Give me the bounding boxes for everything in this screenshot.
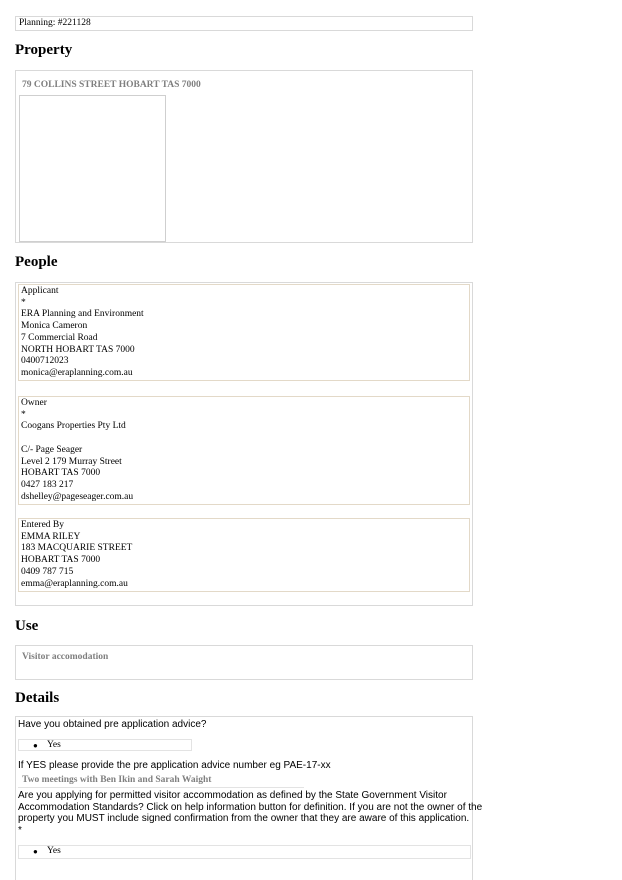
entered-by-email: emma@eraplanning.com.au [21,578,128,589]
applicant-role: Applicant [21,286,59,296]
owner-company: Coogans Properties Pty Ltd [21,421,126,432]
owner-required-marker: * [21,409,26,420]
section-heading-details: Details [15,690,60,706]
owner-blank-line [21,433,467,445]
planning-reference-text: Planning: #221128 [19,18,91,28]
question-visitor-accommodation-line-3: property you MUST include signed confirmation from the owner that they are aware of this application. [18,813,470,825]
entered-by-suburb: HOBART TAS 7000 [21,555,101,566]
question-advice-number: If YES please provide the pre application advice number eg PAE-17-xx [18,760,331,771]
applicant-email: monica@eraplanning.com.au [21,367,133,378]
owner-street: Level 2 179 Murray Street [21,456,122,467]
bullet-icon: ● [33,847,38,856]
applicant-required-marker: * [21,297,26,308]
advice-number-field[interactable] [18,774,304,788]
owner-phone: 0427 183 217 [21,479,74,490]
planning-reference [15,16,473,31]
property-address: 79 COLLINS STREET HOBART TAS 7000 [22,80,201,90]
applicant-phone: 0400712023 [21,356,69,367]
section-heading-use: Use [15,618,39,634]
question-visitor-accommodation [18,790,482,837]
section-heading-property: Property [15,42,73,58]
applicant-company: ERA Planning and Environment [21,309,144,320]
applicant-suburb: NORTH HOBART TAS 7000 [21,344,135,355]
use-value: Visitor accomodation [22,652,109,662]
applicant-street: 7 Commercial Road [21,332,98,343]
question-pre-application-advice: Have you obtained pre application advice? [18,719,207,730]
visitor-accommodation-answer[interactable] [18,845,471,859]
pre-application-advice-answer[interactable] [18,739,192,751]
visitor-accommodation-answer-label: Yes [47,846,61,856]
entered-by-role: Entered By [21,520,65,530]
pre-application-advice-answer-label: Yes [47,740,61,750]
owner-role: Owner [21,398,47,408]
advice-number-value: Two meetings with Ben Ikin and Sarah Waight [22,775,212,785]
property-map-image [19,95,166,242]
property-panel [15,70,473,243]
owner-suburb: HOBART TAS 7000 [21,468,101,479]
entered-by-street: 183 MACQUARIE STREET [21,543,133,554]
entered-by-name: EMMA RILEY [21,531,81,542]
entered-by-phone: 0409 787 715 [21,566,74,577]
use-panel [15,645,473,680]
section-heading-people: People [15,254,58,270]
owner-card [18,396,470,505]
bullet-icon: ● [33,741,38,750]
owner-email: dshelley@pageseager.com.au [21,491,134,502]
question-visitor-accommodation-line-1: Are you applying for permitted visitor accommodation as defined by the State Government Visitor [18,790,447,801]
entered-by-card [18,518,470,592]
owner-care-of: C/- Page Seager [21,444,83,455]
question-visitor-accommodation-required: * [18,825,22,837]
question-visitor-accommodation-line-2: Accommodation Standards? Click on help information button for definition. If you are not the owner of the [18,801,483,813]
applicant-contact-name: Monica Cameron [21,321,88,332]
applicant-card [18,284,470,381]
